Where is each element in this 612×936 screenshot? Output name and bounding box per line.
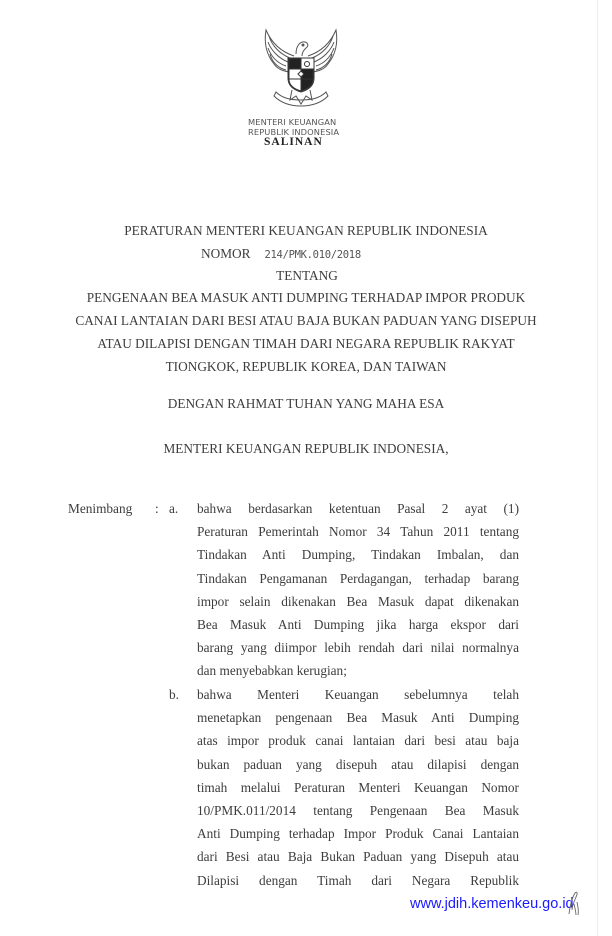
body-line: Tindakan Pengamanan Perdagangan, terhadap barang [197, 570, 519, 586]
nomor-value: 214/PMK.010/2018 [264, 249, 361, 261]
body-line: Bea Masuk Anti Dumping jika harga ekspor dari [197, 616, 519, 632]
tentang-label: TENTANG [276, 268, 338, 283]
considering-item-a [197, 497, 519, 683]
body-line: barang yang diimpor lebih rendah dari nilai normalnya [197, 640, 519, 656]
regulation-title: PERATURAN MENTERI KEUANGAN REPUBLIK INDONESIA [124, 223, 488, 238]
jdih-website-link[interactable]: www.jdih.kemenkeu.go.id [410, 896, 574, 912]
body-line: bahwa berdasarkan ketentuan Pasal 2 ayat (1) [197, 501, 519, 516]
body-line: Peraturan Pemerintah Nomor 34 Tahun 2011 tentang [197, 524, 519, 540]
ministry-letterhead [248, 117, 339, 137]
page-edge-divider [597, 0, 598, 936]
considering-label: Menimbang [68, 501, 133, 516]
subject-line: TIONGKOK, REPUBLIK KOREA, DAN TAIWAN [165, 359, 447, 374]
body-line: impor selain dikenakan Bea Masuk dapat dikenakan [197, 593, 519, 609]
body-line: menetapkan pengenaan Bea Masuk Anti Dumping [197, 710, 519, 726]
subject-line: CANAI LANTAIAN DARI BESI ATAU BAJA BUKAN PADUAN YANG DISEPUH [75, 313, 537, 328]
body-line: dan menyebabkan kerugian; [197, 663, 347, 679]
body-line: Anti Dumping terhadap Impor Produk Canai Lantaian [197, 826, 519, 842]
regulation-number [201, 246, 361, 262]
body-line: 10/PMK.011/2014 tentang Pengenaan Bea Masuk [197, 802, 519, 818]
body-line: Dilapisi dengan Timah dari Negara Republik [197, 872, 519, 888]
ministry-name: MENTERI KEUANGAN [248, 117, 337, 127]
ministry-country: REPUBLIK INDONESIA [248, 127, 340, 137]
considering-item-b [197, 683, 519, 892]
body-line: bukan paduan yang disepuh atau dilapisi dengan [197, 756, 519, 772]
handwritten-initial-icon [566, 890, 582, 916]
body-line: dari Besi atau Baja Bukan Paduan yang Disepuh atau [197, 849, 519, 865]
subject-line: PENGENAAN BEA MASUK ANTI DUMPING TERHADAP IMPOR PRODUK [86, 290, 526, 305]
subject-line: ATAU DILAPISI DENGAN TIMAH DARI NEGARA REPUBLIK RAKYAT [97, 336, 515, 351]
considering-colon: : [155, 501, 159, 516]
body-line: timah melalui Peraturan Menteri Keuangan Nomor [197, 779, 519, 795]
invocation: DENGAN RAHMAT TUHAN YANG MAHA ESA [167, 396, 445, 411]
issuer: MENTERI KEUANGAN REPUBLIK INDONESIA, [163, 441, 449, 456]
item-letter-b: b. [169, 687, 179, 702]
garuda-emblem-icon [260, 26, 342, 112]
body-line: Tindakan Anti Dumping, Tindakan Imbalan, dan [197, 547, 519, 563]
copy-stamp: SALINAN [264, 136, 323, 148]
body-line: bahwa Menteri Keuangan sebelumnya telah [197, 687, 519, 702]
nomor-label: NOMOR [201, 246, 251, 261]
body-line: atas impor produk canai lantaian dari besi atau baja [197, 733, 519, 749]
item-letter-a: a. [169, 501, 179, 516]
